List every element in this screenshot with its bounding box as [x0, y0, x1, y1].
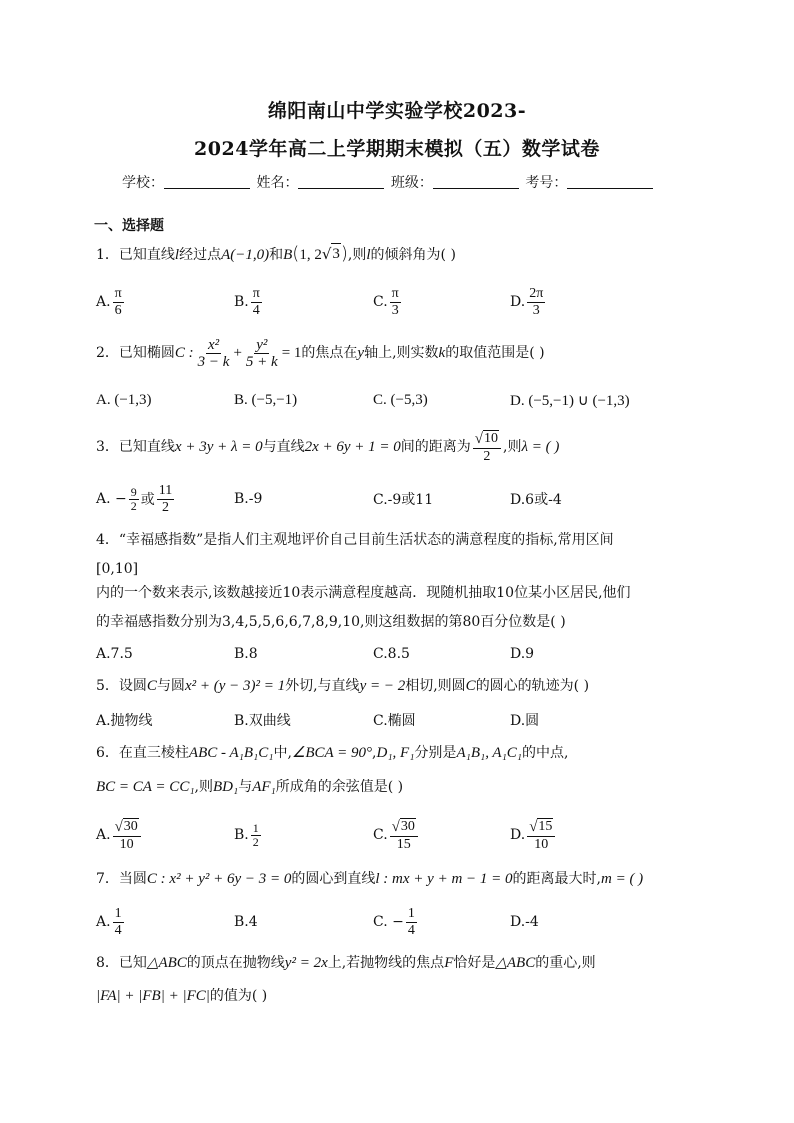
- q1-options: [96, 282, 736, 322]
- fraction-numerator: π: [252, 285, 260, 301]
- q4-option-d[interactable]: D.9: [510, 646, 535, 662]
- sqrt-value: 15: [538, 818, 553, 834]
- question-4-line-1: 4．“幸福感指数”是指人们主观地评价自己目前生活状态的满意程度的指标,常用区间: [96, 532, 614, 548]
- q6-options: [96, 815, 736, 855]
- q6-text: 分别是: [414, 745, 457, 761]
- fraction-denominator: 2: [161, 499, 169, 515]
- q6-number: 6．: [96, 745, 119, 761]
- option-or: 或: [140, 492, 155, 508]
- q4-options: [96, 636, 736, 672]
- q3-line-2: 2x + 6y + 1 = 0: [304, 439, 401, 455]
- q1-text: ,则: [347, 247, 367, 263]
- option-fraction: [113, 286, 124, 319]
- q2-var-k: k: [438, 345, 446, 361]
- fraction-numerator: 1: [114, 905, 122, 921]
- q3-text: 与直线: [262, 439, 305, 455]
- fraction-denominator: 3 − k: [197, 353, 230, 370]
- q8-triangle: △ABC: [495, 955, 536, 971]
- question-7: [96, 869, 643, 889]
- q6-option-b[interactable]: [234, 815, 263, 855]
- q1-text: 经过点: [179, 247, 222, 263]
- q8-text: 的顶点在抛物线: [186, 955, 285, 971]
- q2-var-y: y: [357, 345, 365, 361]
- q5-text: 外切,与直线: [285, 678, 360, 694]
- student-info-row: [122, 172, 655, 192]
- q4-option-b[interactable]: B.8: [234, 646, 258, 662]
- q6-text: ,: [372, 745, 377, 761]
- q2-equals: = 1: [281, 345, 302, 361]
- q3-option-c[interactable]: C.-9或11: [373, 492, 434, 508]
- option-fraction: √ 30 15: [390, 818, 418, 853]
- option-fraction: [157, 483, 174, 516]
- q3-option-a[interactable]: [96, 479, 176, 519]
- q3-text: 间的距离为: [400, 439, 471, 455]
- q2-ellipse-label: C :: [174, 345, 194, 361]
- q7-text: 的圆心到直线: [291, 871, 376, 887]
- q5-option-d[interactable]: D.圆: [510, 713, 540, 729]
- q1-text: 和: [269, 247, 284, 263]
- q1-option-b[interactable]: [234, 282, 264, 322]
- name-blank[interactable]: [298, 174, 384, 189]
- q3-options: [96, 479, 736, 519]
- q3-text: 已知直线: [118, 439, 175, 455]
- q2-text: 轴上,则实数: [364, 345, 439, 361]
- q2-fraction-2: [244, 337, 280, 370]
- q1-text: 已知直线: [118, 247, 175, 263]
- q2-text: 的取值范围是( ): [445, 345, 545, 361]
- option-fraction: [251, 822, 261, 849]
- q7-option-b[interactable]: B.4: [234, 914, 258, 930]
- q6-points: D₁, F₁: [376, 745, 415, 761]
- q2-options: [96, 380, 736, 420]
- q1-point-b-value: 1, 2: [299, 247, 322, 263]
- q4-option-a[interactable]: A.7.5: [96, 646, 133, 662]
- q8-text: 恰好是: [453, 955, 496, 971]
- fraction-numerator: y²: [256, 336, 268, 353]
- option-label: D.: [510, 827, 526, 843]
- option-fraction: [527, 286, 545, 319]
- q8-number: 8．: [96, 955, 119, 971]
- fraction-denominator: 4: [407, 922, 415, 938]
- q8-text: 已知: [118, 955, 147, 971]
- option-label: D.: [510, 294, 526, 310]
- q6-option-c[interactable]: [373, 815, 420, 855]
- q2-plus: +: [233, 345, 242, 361]
- q3-number: 3．: [96, 439, 119, 455]
- q5-option-c[interactable]: C.椭圆: [373, 713, 416, 729]
- q2-text: 的焦点在: [301, 345, 358, 361]
- fraction-denominator: 3: [532, 302, 540, 318]
- q6-text: 中,: [273, 745, 292, 761]
- q1-option-d[interactable]: [510, 282, 547, 322]
- q3-option-b[interactable]: B.-9: [234, 491, 263, 507]
- option-fraction: √ 15 10: [527, 818, 555, 853]
- class-label: 班级：: [390, 175, 433, 191]
- q1-point-b-label: B: [283, 247, 293, 263]
- q2-option-c[interactable]: C. (−5,3): [373, 391, 428, 408]
- fraction-denominator: 2: [483, 448, 491, 464]
- q6-text: 所成角的余弦值是( ): [275, 779, 404, 795]
- q2-option-a[interactable]: A. (−1,3): [96, 391, 152, 408]
- q5-option-b[interactable]: B.双曲线: [234, 713, 291, 729]
- fraction-numerator: 1: [252, 820, 259, 835]
- q5-circle-c: C: [465, 678, 476, 694]
- fraction-denominator: 4: [114, 922, 122, 938]
- fraction-denominator: 10: [119, 836, 134, 852]
- q2-fraction-1: [196, 337, 232, 370]
- q7-m: m = ( ): [600, 871, 644, 887]
- q1-option-a[interactable]: [96, 282, 126, 322]
- fraction-denominator: 3: [391, 302, 399, 318]
- fraction-numerator: 11: [158, 482, 173, 498]
- exam-no-blank[interactable]: [567, 174, 653, 189]
- q6-text: 在直三棱柱: [118, 745, 189, 761]
- q3-sqrt-value: 10: [484, 430, 499, 446]
- question-3: [96, 427, 559, 467]
- q6-prism: ABC - A₁B₁C₁: [188, 745, 274, 761]
- option-label: C. −: [373, 914, 404, 930]
- fraction-denominator: 5 + k: [245, 353, 278, 370]
- question-6-line-1: [96, 743, 568, 763]
- q5-number: 5．: [96, 678, 119, 694]
- q2-number: 2．: [96, 345, 119, 361]
- q5-text: 与圆: [156, 678, 185, 694]
- option-label: C.: [373, 294, 388, 310]
- fraction-denominator: 2: [252, 834, 259, 849]
- q5-circle-equation: x² + (y − 3)² = 1: [184, 678, 286, 694]
- question-8-line-2: [96, 986, 267, 1006]
- option-label: A. −: [96, 491, 127, 507]
- q1-var-l: l: [366, 247, 371, 263]
- q6-angle: ∠BCA = 90°: [291, 745, 373, 761]
- q8-triangle: △ABC: [146, 955, 187, 971]
- q2-option-d[interactable]: D. (−5,−1) ∪ (−1,3): [510, 392, 630, 409]
- option-label: A.: [96, 827, 111, 843]
- q3-option-d[interactable]: D.6或-4: [510, 492, 562, 508]
- q5-circle-c: C: [146, 678, 157, 694]
- option-label: C.: [373, 827, 388, 843]
- q3-lambda: λ = ( ): [521, 439, 560, 455]
- option-fraction: [390, 286, 401, 319]
- q6-line-bd1: BD₁: [213, 779, 239, 795]
- q6-option-a[interactable]: [96, 815, 143, 855]
- q1-number: 1．: [96, 247, 119, 263]
- fraction-numerator: 9: [130, 484, 137, 499]
- q1-paren: ): [340, 243, 348, 264]
- fraction-numerator: x²: [207, 336, 220, 353]
- option-fraction: √ 30 10: [113, 818, 141, 853]
- q6-equal-edges: BC = CA = CC₁: [96, 779, 195, 795]
- q6-text: ,则: [194, 779, 213, 795]
- q7-option-a[interactable]: [96, 902, 126, 942]
- question-4-line-3: 内的一个数来表示,该数越接近10表示满意程度越高．现随机抽取10位某小区居民,他们: [96, 585, 631, 601]
- class-blank[interactable]: [433, 174, 519, 189]
- q7-line: l : mx + y + m − 1 = 0: [375, 871, 513, 887]
- school-blank[interactable]: [164, 174, 250, 189]
- q2-option-b[interactable]: B. (−5,−1): [234, 391, 298, 408]
- q6-option-d[interactable]: [510, 815, 557, 855]
- q7-number: 7．: [96, 871, 119, 887]
- q6-line-af1: AF₁: [252, 779, 276, 795]
- fraction-numerator: 2π: [529, 285, 544, 301]
- q8-text: 的值为( ): [209, 988, 268, 1004]
- q7-text: 的距离最大时,: [512, 871, 601, 887]
- option-fraction: [251, 286, 262, 319]
- option-fraction: [129, 486, 139, 513]
- fraction-denominator: 10: [534, 836, 549, 852]
- question-4-line-2: [0,10]: [96, 561, 139, 577]
- fraction-denominator: 4: [252, 302, 260, 318]
- q7-option-c[interactable]: [373, 902, 419, 942]
- q1-sqrt-value: 3: [331, 243, 341, 264]
- q7-text: 当圆: [118, 871, 147, 887]
- q7-option-d[interactable]: D.-4: [510, 914, 539, 930]
- option-label: A.: [96, 914, 111, 930]
- fraction-numerator: π: [114, 285, 122, 301]
- q1-var-l: l: [174, 247, 180, 263]
- q2-text: 已知椭圆: [118, 345, 175, 361]
- q1-sqrt: √ 3: [321, 245, 340, 263]
- fraction-denominator: 15: [396, 836, 411, 852]
- question-6-line-2: [96, 777, 403, 797]
- fraction-denominator: 6: [114, 302, 122, 318]
- q7-circle: C : x² + y² + 6y − 3 = 0: [146, 871, 292, 887]
- q1-text: 的倾斜角为( ): [370, 247, 456, 263]
- q5-options: [96, 702, 736, 738]
- fraction-denominator: 2: [130, 498, 137, 513]
- exam-no-label: 考号：: [525, 175, 568, 191]
- section-title: 一、选择题: [94, 218, 164, 234]
- q7-options: [96, 902, 736, 942]
- q1-option-c[interactable]: [373, 282, 403, 322]
- q6-text: 的中点,: [522, 745, 569, 761]
- q4-option-c[interactable]: C.8.5: [373, 646, 410, 662]
- option-label: B.: [234, 827, 249, 843]
- q8-parabola: y² = 2x: [284, 955, 328, 971]
- q3-text: ,则: [503, 439, 522, 455]
- fraction-numerator: π: [391, 285, 399, 301]
- q3-line-1: x + 3y + λ = 0: [174, 439, 263, 455]
- question-8-line-1: [96, 953, 596, 973]
- option-fraction: [113, 906, 124, 939]
- option-label: B.: [234, 294, 249, 310]
- q6-edges: A₁B₁, A₁C₁: [456, 745, 523, 761]
- q8-text: 上,若抛物线的焦点: [327, 955, 445, 971]
- q3-distance-fraction: √ 10 2: [473, 430, 501, 465]
- q8-focus: F: [444, 955, 454, 971]
- q8-text: 的重心,则: [535, 955, 596, 971]
- question-4-line-4: 的幸福感指数分别为3,4,5,5,6,6,7,8,9,10,则这组数据的第80百分位数是( ): [96, 614, 566, 630]
- q5-text: 相切,则圆: [405, 678, 466, 694]
- fraction-numerator: 1: [407, 905, 415, 921]
- title-line-1: 绵阳南山中学实验学校2023-: [267, 100, 527, 122]
- school-label: 学校：: [122, 175, 164, 191]
- option-label: A.: [96, 294, 111, 310]
- question-2: [96, 333, 545, 373]
- sqrt-value: 30: [400, 818, 415, 834]
- q5-text: 的圆心的轨迹为( ): [475, 678, 590, 694]
- q8-sum-expression: |FA| + |FB| + |FC|: [96, 988, 210, 1004]
- question-1: [96, 243, 456, 265]
- question-5: [96, 676, 589, 696]
- title-line-2: 2024学年高二上学期期末模拟（五）数学试卷: [194, 138, 600, 160]
- name-label: 姓名：: [256, 175, 299, 191]
- option-fraction: [406, 906, 417, 939]
- q6-text: 与: [238, 779, 253, 795]
- q1-paren: (: [292, 243, 300, 264]
- q5-option-a[interactable]: A.抛物线: [96, 713, 153, 729]
- sqrt-value: 30: [123, 818, 138, 834]
- q1-point-a: A(−1,0): [221, 247, 270, 263]
- q5-text: 设圆: [118, 678, 147, 694]
- q5-line-equation: y = − 2: [359, 678, 406, 694]
